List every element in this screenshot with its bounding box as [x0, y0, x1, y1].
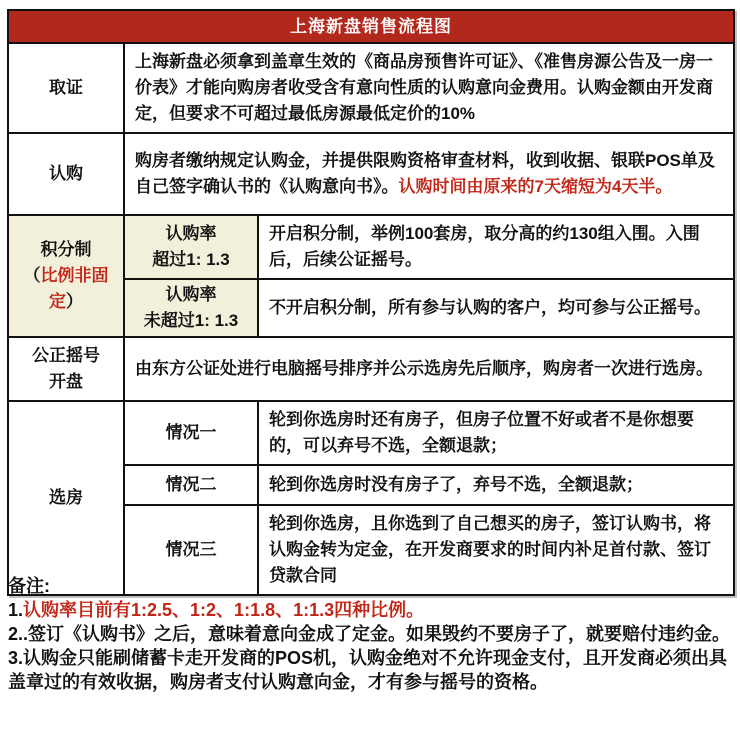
yaohao-label-line2: 开盘	[49, 372, 83, 391]
row-rengou-content	[124, 133, 734, 215]
row-quzheng	[8, 43, 734, 133]
yaohao-label-line1: 公正摇号	[32, 346, 100, 365]
title-row	[8, 10, 734, 43]
row-xuanfang-label: 选房	[8, 401, 124, 595]
notes-heading: 备注:	[8, 576, 50, 596]
row-rengou	[8, 133, 734, 215]
case3-label: 情况三	[124, 505, 258, 595]
jifenzhi-row2-content: 不开启积分制，所有参与认购的客户，均可参与公正摇号。	[258, 279, 734, 337]
row-quzheng-content: 上海新盘必须拿到盖章生效的《商品房预售许可证》、《准售房源公告及一房一价表》才能向购房者收受含有意向性质的认购意向金费用。认购金额由开发商定，但要求不可超过最低房源最低定价的10%	[124, 43, 734, 133]
jifenzhi-paren-open: （	[23, 266, 41, 285]
case2-label: 情况二	[124, 465, 258, 505]
case3-content: 轮到你选房，且你选到了自己想买的房子，签订认购书，将认购金转为定金，在开发商要求的时间内补足首付款、签订贷款合同	[258, 505, 734, 595]
case1-label: 情况一	[124, 401, 258, 465]
row-yaohao-label	[8, 337, 124, 401]
row-quzheng-label: 取证	[8, 43, 124, 133]
row-jifenzhi-1	[8, 215, 734, 279]
jifenzhi-row2-label-line2: 未超过1: 1.3	[143, 311, 239, 330]
note-2: 2..签订《认购书》之后，意味着意向金成了定金。如果毁约不要房子了，就要赔付违约金。	[8, 624, 731, 644]
row-xuanfang-case1	[8, 401, 734, 465]
row-jifenzhi-label	[8, 215, 124, 337]
jifenzhi-row2-label-line1: 认购率	[165, 285, 217, 304]
notes-section	[8, 574, 734, 694]
jifenzhi-row1-content: 开启积分制，举例100套房，取分高的约130组入围。入围后，后续公证摇号。	[258, 215, 734, 279]
note-1	[8, 598, 734, 622]
jifenzhi-label-line1: 积分制	[40, 240, 92, 259]
jifenzhi-label-red: 比例非固定	[40, 266, 109, 311]
case1-content: 轮到你选房时还有房子，但房子位置不好或者不是你想要的，可以弃号不选，全额退款；	[258, 401, 734, 465]
rengou-content-black: 购房者缴纳规定认购金，并提供限购资格审查材料，收到收据、银联POS单及自己签字确认书的《认购意向书》。	[135, 151, 715, 196]
note-1-number: 1.	[8, 600, 24, 620]
jifenzhi-paren-close: ）	[66, 292, 83, 311]
case2-content: 轮到你选房时没有房子了，弃号不选，全额退款；	[258, 465, 734, 505]
sales-process-table	[7, 9, 735, 596]
row-yaohao	[8, 337, 734, 401]
page-title: 上海新盘销售流程图	[8, 10, 734, 43]
note-1-red-text: 认购率目前有1:2.5、1:2、1:1.8、1:1.3四种比例。	[23, 600, 425, 620]
jifenzhi-row1-label-line1: 认购率	[165, 224, 217, 243]
row-yaohao-content: 由东方公证处进行电脑摇号排序并公示选房先后顺序，购房者一次进行选房。	[124, 337, 734, 401]
jifenzhi-label-line2	[9, 263, 123, 315]
row-rengou-label: 认购	[8, 133, 124, 215]
jifenzhi-row1-label-line2: 超过1: 1.3	[152, 250, 230, 269]
jifenzhi-row2-label	[124, 279, 258, 337]
note-3: 3.认购金只能刷储蓄卡走开发商的POS机，认购金绝对不允许现金支付，且开发商必须出具盖章过的有效收据，购房者支付认购意向金，才有参与摇号的资格。	[8, 648, 728, 692]
rengou-content-red: 认购时间由原来的7天缩短为4天半。	[398, 177, 673, 196]
jifenzhi-row1-label	[124, 215, 258, 279]
